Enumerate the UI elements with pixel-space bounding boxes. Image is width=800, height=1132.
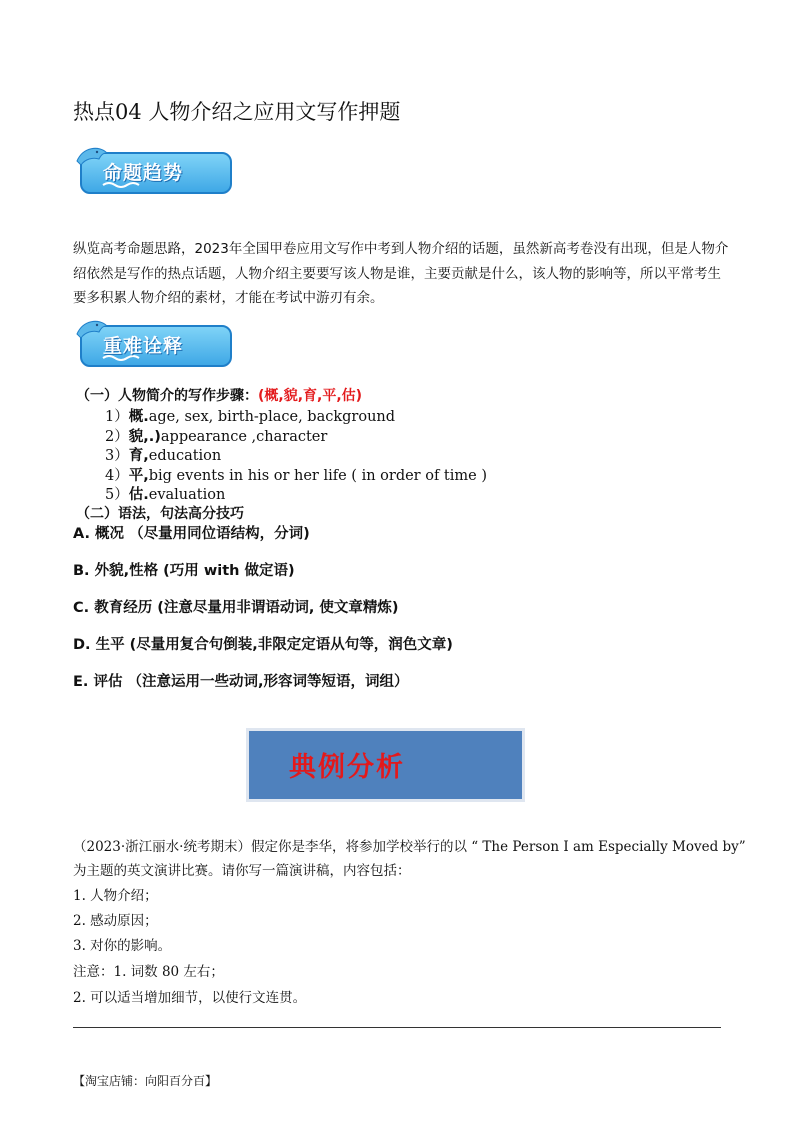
- trend-paragraph: 纵览高考命题思路，2023年全国甲卷应用文写作中考到人物介绍的话题，虽然新高考卷没有出现，但是人物介绍依然是写作的热点话题，人物介绍主要要写该人物是谁，主要贡献是什么，该人物的影响等，所以平常考生要多积累人物介绍的素材，才能在考试中游刃有余。: [73, 241, 729, 306]
- step-item: 5）估.evaluation: [105, 487, 226, 503]
- step-item: 3）育,education: [105, 448, 222, 464]
- footer-shop: 【淘宝店铺：向阳百分百】: [73, 1074, 218, 1088]
- task-point: 1. 人物介绍；: [73, 888, 158, 904]
- section-badge-trend: [73, 143, 238, 199]
- task-point: 3. 对你的影响。: [73, 938, 172, 954]
- example-heading-box: [246, 728, 525, 802]
- part1-heading: （一）人物简介的写作步骤：(概,貌,育,平,估): [76, 388, 363, 404]
- badge-label: 命题趋势: [103, 162, 184, 184]
- part2-heading: （二）语法，句法高分技巧: [76, 506, 244, 522]
- section-badge-key-points: [73, 316, 238, 372]
- badge-label: 重难诠释: [103, 335, 184, 357]
- tip-item-d: D. 生平 (尽量用复合句倒装,非限定定语从句等，润色文章): [73, 637, 453, 653]
- step-item: 2）貌,.)appearance ,character: [105, 429, 328, 445]
- task-note-1: 注意：1. 词数 80 左右；: [73, 964, 224, 980]
- tip-item-b: B. 外貌,性格 (巧用 with 做定语): [73, 563, 295, 579]
- example-heading: 典例分析: [289, 752, 405, 783]
- task-intro-line1: （2023·浙江丽水·统考期末）假定你是李华，将参加学校举行的以 “ The Person I am Especially Moved by”: [73, 839, 746, 855]
- footer-divider: [73, 1027, 721, 1028]
- step-item: 4）平,big events in his or her life ( in order of time ): [105, 468, 487, 484]
- tip-item-a: A. 概况 （尽量用同位语结构，分词): [73, 526, 310, 542]
- task-point: 2. 感动原因；: [73, 913, 158, 929]
- tip-item-e: E. 评估 （注意运用一些动词,形容词等短语，词组）: [73, 674, 409, 690]
- step-item: 1）概.age, sex, birth-place, background: [105, 409, 396, 425]
- page-title: 热点04 人物介绍之应用文写作押题: [73, 100, 401, 124]
- part1-heading-keys: (概,貌,育,平,估): [258, 388, 363, 404]
- task-note-2: 2. 可以适当增加细节，以使行文连贯。: [73, 990, 307, 1006]
- task-intro-line2: 为主题的英文演讲比赛。请你写一篇演讲稿，内容包括：: [73, 863, 411, 879]
- tip-item-c: C. 教育经历 (注意尽量用非谓语动词, 使文章精炼): [73, 600, 399, 616]
